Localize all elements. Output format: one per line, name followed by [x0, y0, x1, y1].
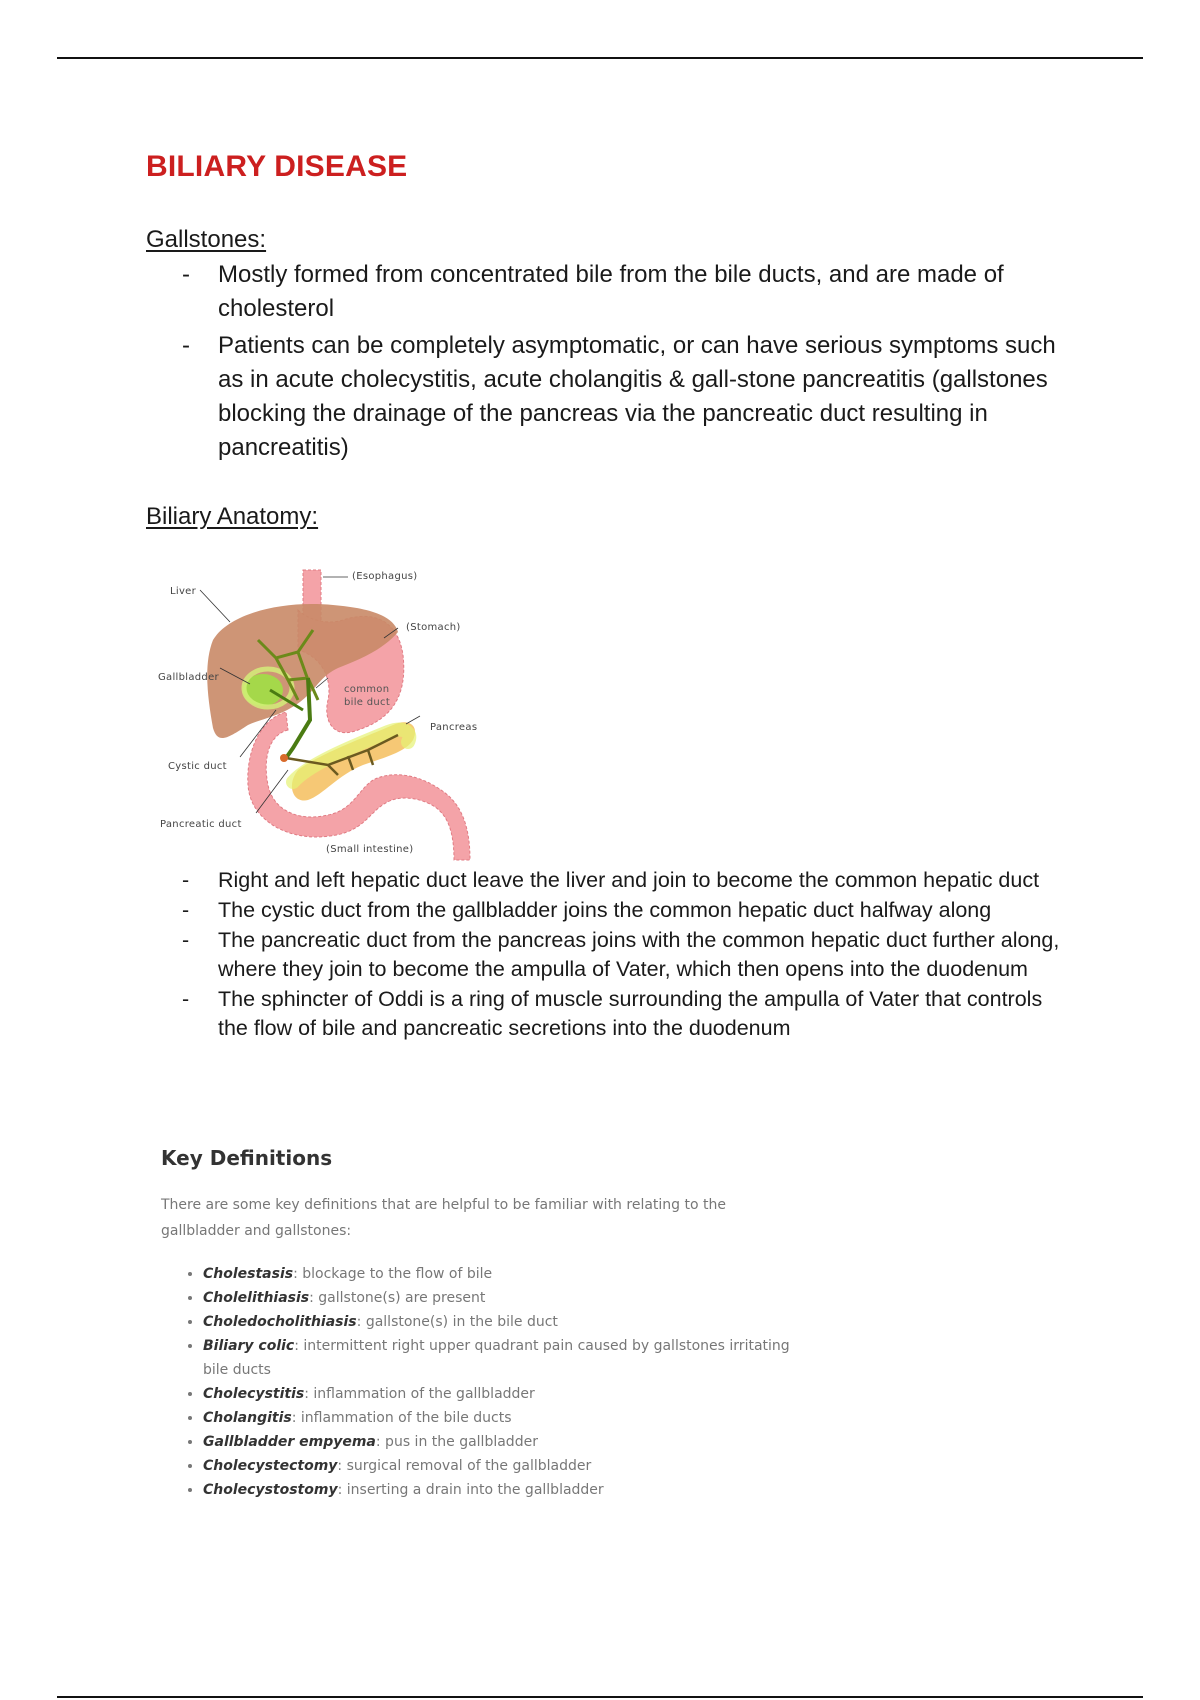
label-small-intestine: (Small intestine): [326, 844, 414, 855]
definition-item: [203, 1262, 803, 1286]
label-common-bile-duct-2: bile duct: [344, 697, 391, 708]
top-rule: [57, 57, 1143, 59]
gallstones-list: [146, 258, 1066, 468]
list-item-text: The cystic duct from the gallbladder joins the common hepatic duct halfway along: [218, 898, 992, 922]
definition-item: [203, 1406, 803, 1430]
duodenum-shape: [248, 712, 470, 860]
definition-term: Cholecystostomy: [203, 1482, 338, 1498]
anatomy-heading: Biliary Anatomy:: [146, 503, 319, 530]
dash-bullet: -: [182, 261, 190, 288]
key-definitions-section: [161, 1146, 961, 1502]
list-item-text: Mostly formed from concentrated bile from the bile ducts, and are made of cholesterol: [218, 261, 1004, 322]
label-cystic-duct: Cystic duct: [168, 761, 227, 772]
definition-term: Cholecystectomy: [203, 1458, 338, 1474]
definition-item: [203, 1286, 803, 1310]
definition-item: [203, 1382, 803, 1406]
definition-term: Gallbladder empyema: [203, 1434, 376, 1450]
label-pancreas: Pancreas: [430, 722, 478, 733]
definition-text: : blockage to the flow of bile: [293, 1266, 493, 1282]
list-item-text: The sphincter of Oddi is a ring of muscle surrounding the ampulla of Vater that controls the flow of bile and pancreatic secretions into the duodenum: [218, 987, 1043, 1040]
list-item-text: Right and left hepatic duct leave the liver and join to become the common hepatic duct: [218, 868, 1040, 892]
ampulla-marker: [280, 754, 288, 762]
label-gallbladder: Gallbladder: [158, 672, 219, 683]
label-stomach: (Stomach): [406, 622, 461, 633]
list-item: [146, 985, 1066, 1043]
definition-text: : gallstone(s) in the bile duct: [356, 1314, 558, 1330]
dash-bullet: -: [182, 987, 190, 1011]
key-definitions-list: [161, 1262, 803, 1502]
biliary-anatomy-diagram: [158, 560, 518, 865]
page-title: BILIARY DISEASE: [146, 150, 408, 183]
definition-term: Cholestasis: [203, 1266, 294, 1282]
key-definitions-title: Key Definitions: [161, 1146, 333, 1170]
definition-text: : gallstone(s) are present: [309, 1290, 486, 1306]
definition-term: Choledocholithiasis: [203, 1314, 357, 1330]
list-item: [146, 329, 1066, 465]
definition-item: [203, 1334, 803, 1382]
definition-text: : surgical removal of the gallbladder: [337, 1458, 592, 1474]
gallstones-heading: Gallstones:: [146, 226, 267, 253]
definition-term: Cholecystitis: [203, 1386, 305, 1402]
label-common-bile-duct-1: common: [344, 684, 390, 695]
definition-item: [203, 1478, 803, 1502]
dash-bullet: -: [182, 332, 190, 359]
list-item-text: Patients can be completely asymptomatic, or can have serious symptoms such as in acute cholecystitis, acute cholangitis & gall-stone pancreatitis (gallstones blocking the drainage of the pancreas via the pancreatic duct resulting in pancreatitis): [218, 332, 1056, 461]
definition-text: : inflammation of the gallbladder: [304, 1386, 535, 1402]
label-esophagus: (Esophagus): [352, 571, 418, 582]
list-item: [146, 896, 1066, 925]
definition-item: [203, 1430, 803, 1454]
bottom-rule: [57, 1696, 1143, 1698]
label-liver: Liver: [170, 586, 197, 597]
list-item: [146, 258, 1066, 326]
list-item-text: The pancreatic duct from the pancreas joins with the common hepatic duct further along, where they join to become the ampulla of Vater, which then opens into the duodenum: [218, 928, 1060, 981]
dash-bullet: -: [182, 868, 190, 892]
definition-term: Cholangitis: [203, 1410, 292, 1426]
definition-text: : pus in the gallbladder: [375, 1434, 538, 1450]
label-pancreatic-duct: Pancreatic duct: [160, 819, 242, 830]
anatomy-list: [146, 866, 1066, 1044]
definition-term: Cholelithiasis: [203, 1290, 310, 1306]
definition-text: : inflammation of the bile ducts: [291, 1410, 512, 1426]
definition-text: : inserting a drain into the gallbladder: [337, 1482, 604, 1498]
definition-item: [203, 1454, 803, 1478]
list-item: [146, 866, 1066, 895]
key-definitions-intro: There are some key definitions that are helpful to be familiar with relating to the gallbladder and gallstones:: [161, 1197, 726, 1239]
dash-bullet: -: [182, 898, 190, 922]
dash-bullet: -: [182, 928, 190, 952]
definition-text: : intermittent right upper quadrant pain caused by gallstones irritating bile ducts: [203, 1338, 790, 1378]
definition-term: Biliary colic: [203, 1338, 295, 1354]
definition-item: [203, 1310, 803, 1334]
list-item: [146, 926, 1066, 984]
